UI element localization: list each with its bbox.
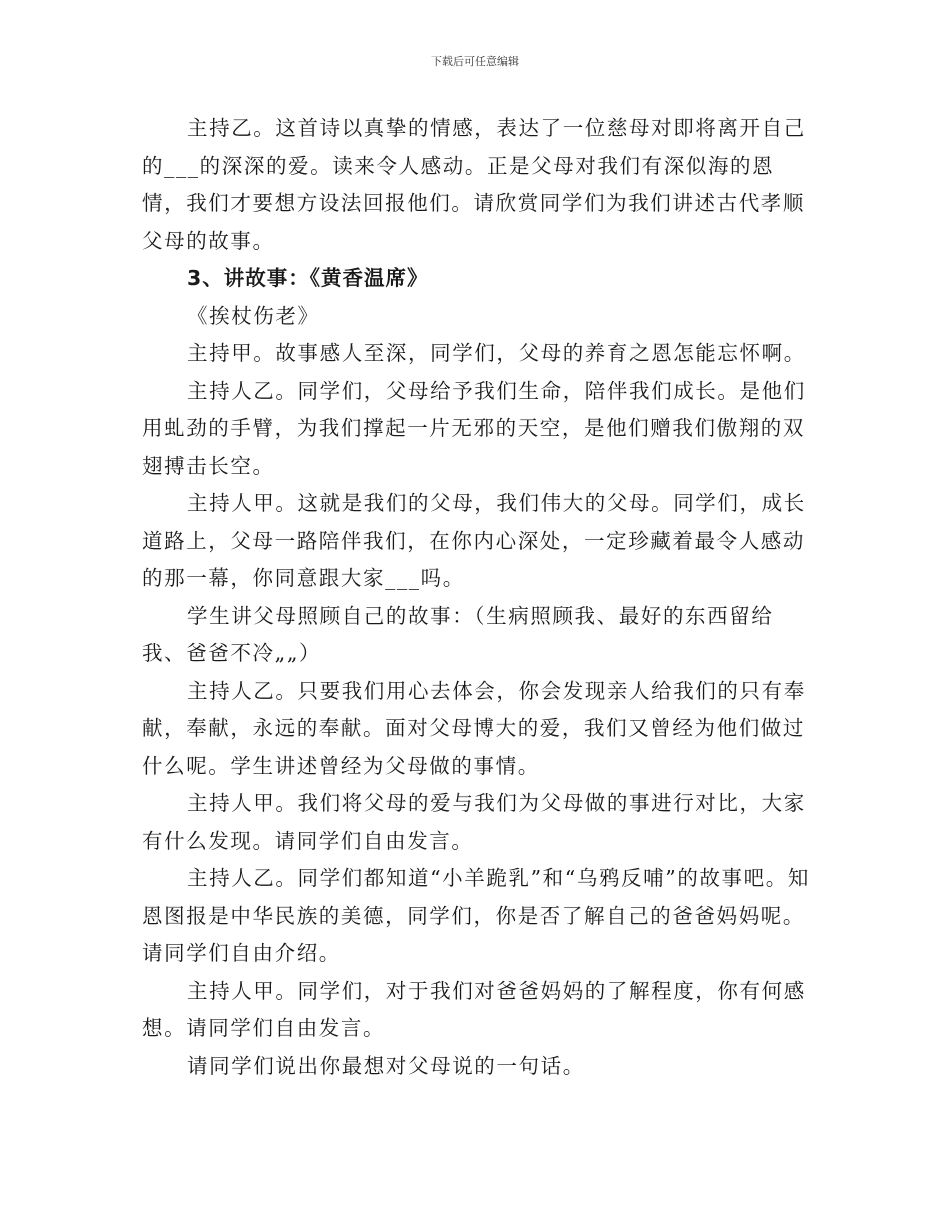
paragraph-closing: 请同学们说出你最想对父母说的一句话。	[187, 1053, 585, 1078]
story-title: 《挨杖伤老》	[187, 303, 320, 328]
paragraph-host-b-3: 主持人乙。同学们都知道“小羊跪乳”和“乌鸦反哺”的故事吧。知恩图报是中华民族的美德，同学们，你是否了解自己的爸爸妈妈呢。请同学们自由介绍。	[142, 866, 810, 965]
paragraph-host-b-2: 主持人乙。只要我们用心去体会，你会发现亲人给我们的只有奉献，奉献，永远的奉献。面对父母博大的爱，我们又曾经为他们做过什么呢。学生讲述曾经为父母做的事情。	[142, 678, 806, 778]
section-heading-storytelling: 3、讲故事：《黄香温席》	[187, 266, 429, 290]
paragraph-host-a-3: 主持人甲。我们将父母的爱与我们为父母做的事进行对比，大家有什么发现。请同学们自由发言。	[142, 791, 806, 853]
paragraph-host-a-1: 主持甲。故事感人至深，同学们，父母的养育之恩怎能忘怀啊。	[187, 341, 806, 365]
page-header: 下载后可任意编辑	[431, 55, 519, 68]
paragraph-host-a-4: 主持人甲。同学们，对于我们对爸爸妈妈的了解程度，你有何感想。请同学们自由发言。	[142, 978, 806, 1040]
document-body	[142, 110, 814, 1085]
paragraph-host-a-2: 主持人甲。这就是我们的父母，我们伟大的父母。同学们，成长道路上，父母一路陪伴我们，在你内心深处，一定珍藏着最令人感动的那一幕，你同意跟大家___吗。	[142, 491, 806, 590]
paragraph-host-b-1: 主持人乙。同学们，父母给予我们生命，陪伴我们成长。是他们用虬劲的手臂，为我们撑起一片无邪的天空，是他们赠我们傲翔的双翅搏击长空。	[142, 378, 806, 478]
paragraph-student-stories: 学生讲父母照顾自己的故事：（生病照顾我、最好的东西留给我、爸爸不冷„„）	[142, 603, 774, 665]
paragraph-host-b-poem: 主持乙。这首诗以真挚的情感，表达了一位慈母对即将离开自己的___的深深的爱。读来令人感动。正是父母对我们有深似海的恩情，我们才要想方设法回报他们。请欣赏同学们为我们讲述古代孝顺父母的故事。	[142, 116, 806, 253]
